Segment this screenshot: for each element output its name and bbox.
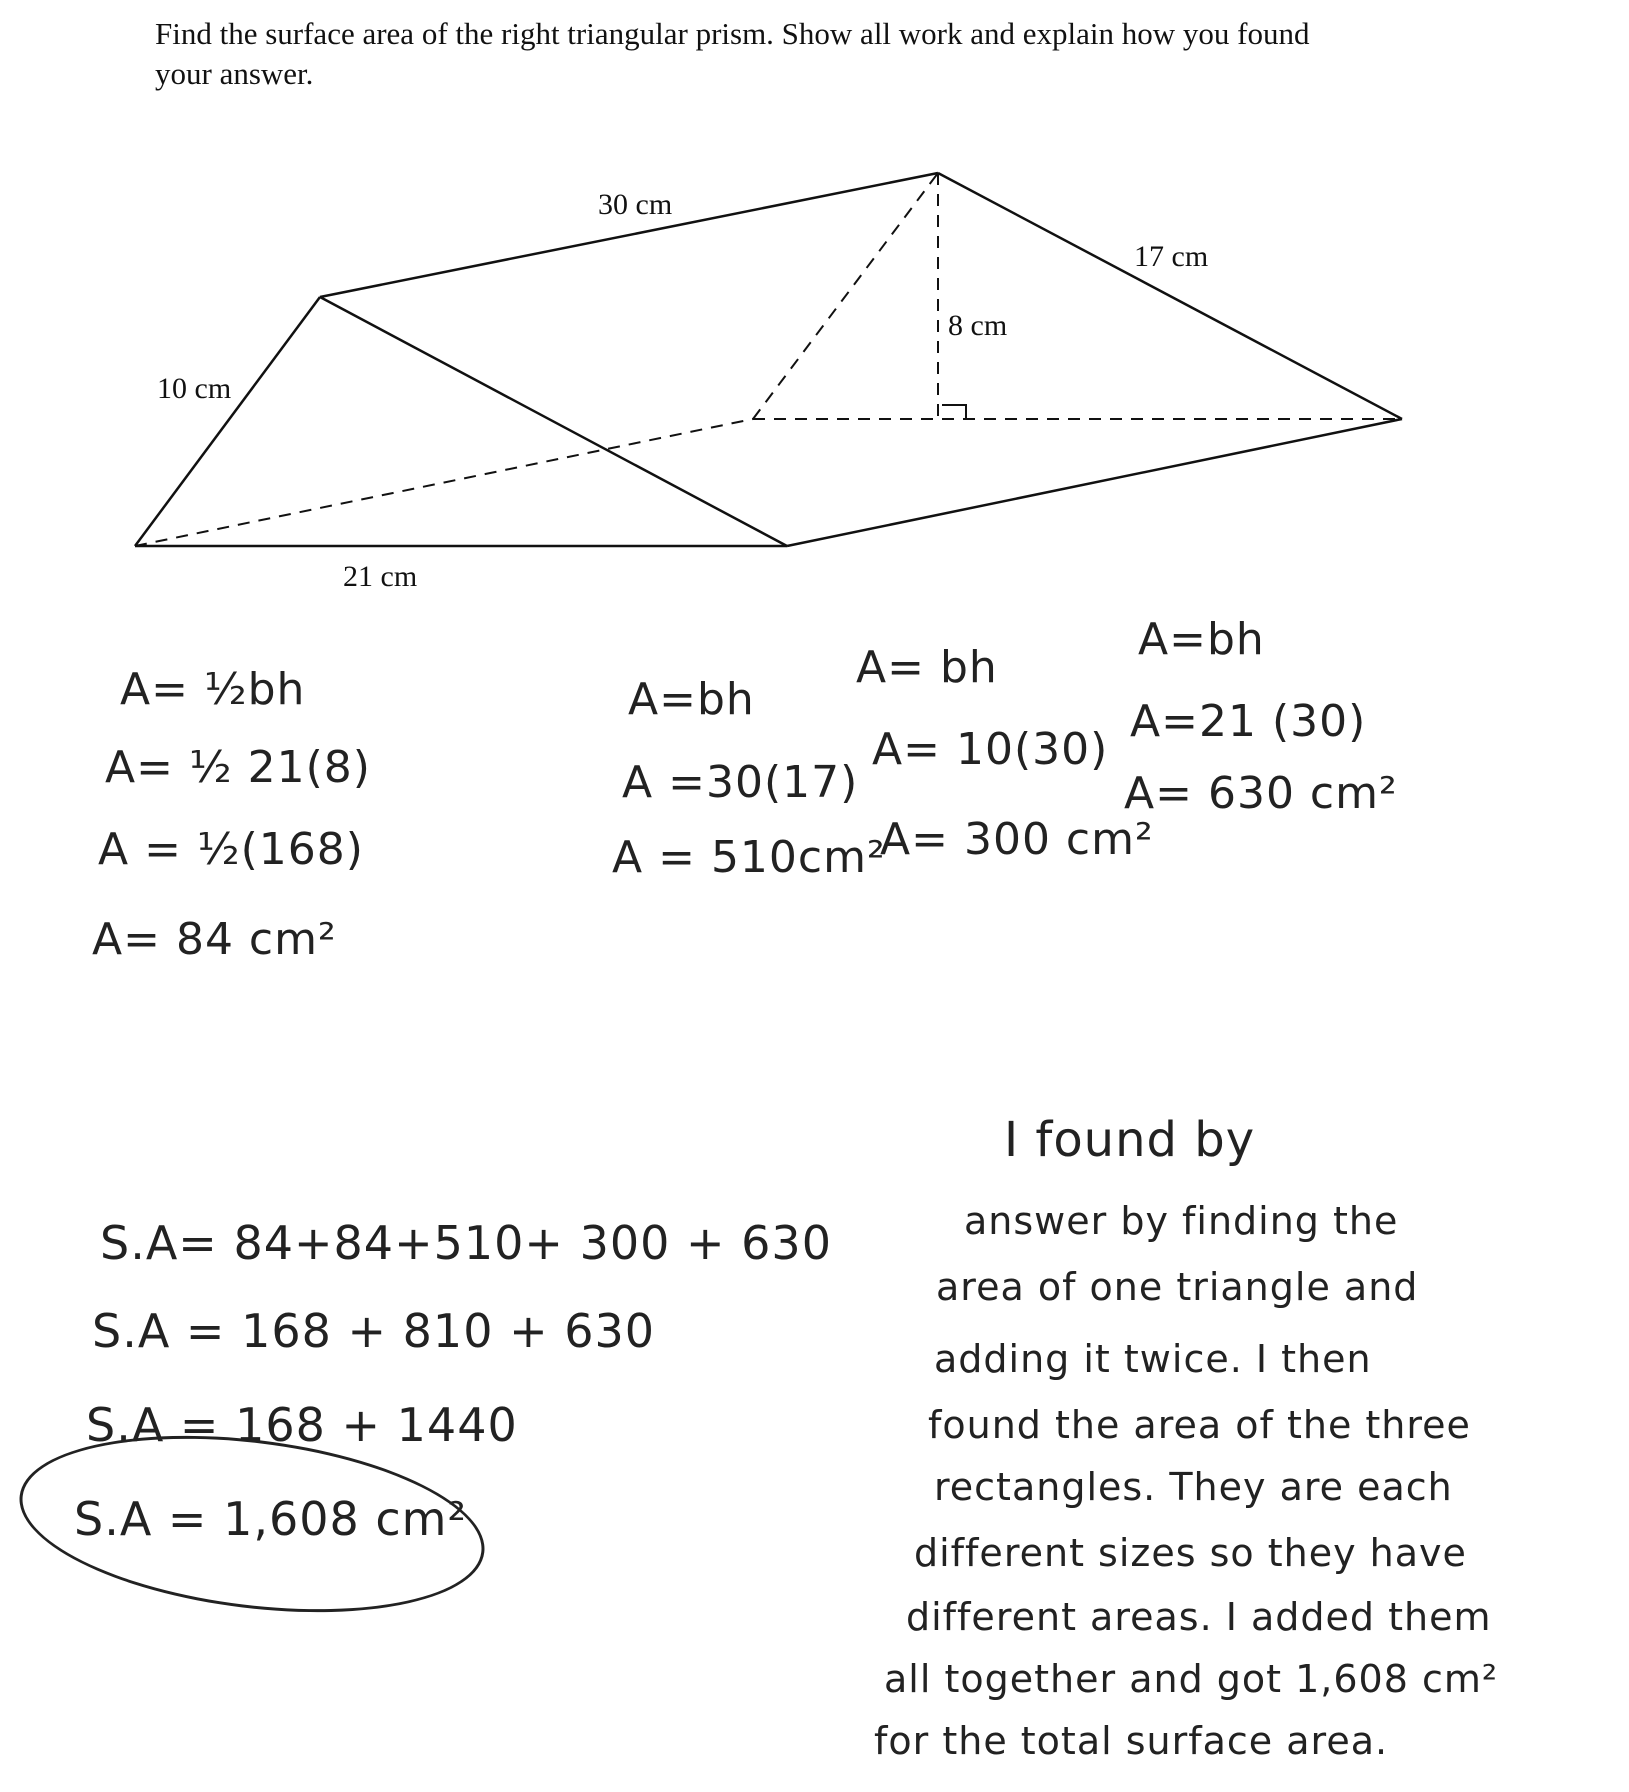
explanation-line-5: found the area of the three [928,1403,1471,1447]
prism-diagram [0,0,1629,680]
explanation-line-10: for the total surface area. [874,1719,1389,1763]
problem-line-2: your answer. [155,56,314,91]
rect1-result: A = 510cm² [612,832,886,883]
rect3-result: A= 630 cm² [1124,768,1398,819]
triangle-formula: A= ½bh [120,664,306,715]
rect2-formula: A= bh [856,642,998,693]
sa-final-answer: S.A = 1,608 cm² [74,1492,467,1546]
explanation-line-1: I found by [1004,1112,1256,1168]
explanation-line-9: all together and got 1,608 cm² [884,1657,1499,1701]
hidden-back-slant [753,173,938,419]
explanation-line-2: answer by finding the [964,1199,1399,1243]
rect1-formula: A=bh [628,674,755,725]
label-17cm: 17 cm [1134,240,1209,273]
edge-bottom-right [787,419,1402,546]
sa-line-1: S.A= 84+84+510+ 300 + 630 [100,1216,832,1270]
rect1-substitute: A =30(17) [622,757,859,808]
triangle-multiply: A = ½(168) [98,824,364,875]
rect3-formula: A=bh [1138,614,1265,665]
explanation-line-4: adding it twice. I then [934,1337,1372,1381]
edge-front-diagonal [320,297,787,546]
label-21cm: 21 cm [343,560,418,593]
rect2-result: A= 300 cm² [880,814,1154,865]
rect2-substitute: A= 10(30) [872,724,1109,775]
rect3-substitute: A=21 (30) [1130,696,1367,747]
edge-right-top [938,173,1402,419]
explanation-line-8: different areas. I added them [906,1595,1492,1639]
sa-line-3: S.A = 168 + 1440 [86,1398,518,1452]
right-angle-mark [942,405,966,419]
label-10cm: 10 cm [157,372,232,405]
label-30cm: 30 cm [598,188,673,221]
triangle-substitute: A= ½ 21(8) [105,742,371,793]
explanation-line-6: rectangles. They are each [934,1465,1453,1509]
label-8cm: 8 cm [948,309,1008,342]
sa-line-2: S.A = 168 + 810 + 630 [92,1304,656,1358]
edge-left-slant [135,297,320,546]
explanation-line-3: area of one triangle and [936,1265,1419,1309]
problem-line-1: Find the surface area of the right triangular prism. Show all work and explain how you found [155,16,1310,51]
hidden-back-base [135,419,753,546]
triangle-result: A= 84 cm² [92,914,337,965]
explanation-line-7: different sizes so they have [914,1531,1467,1575]
